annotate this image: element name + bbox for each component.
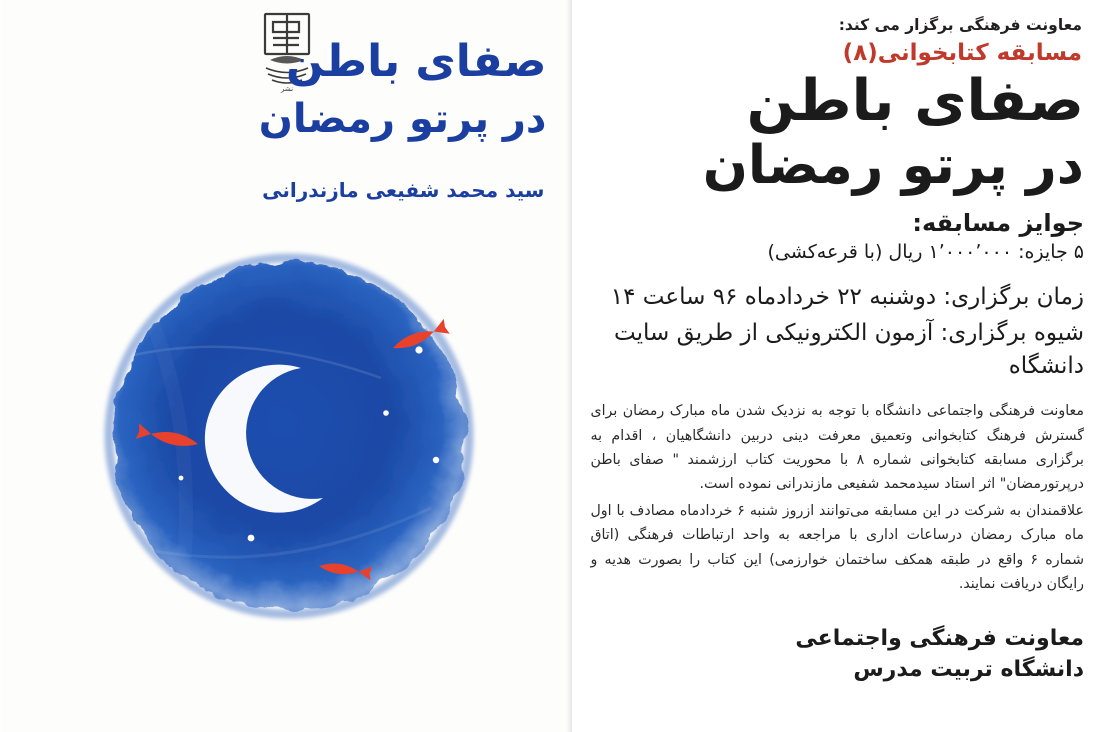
svg-text:نشر: نشر (280, 85, 293, 93)
contest-label: مسابقه کتابخوانی(۸) (842, 40, 1082, 66)
cover-title-line2: در پرتو رمضان (258, 95, 547, 142)
prizes-heading: جوایز مسابقه: (912, 209, 1084, 238)
cover-title (259, 36, 547, 143)
cover-author: سید محمد شفیعی مازندرانی (262, 178, 545, 202)
poster-footer (590, 623, 1084, 687)
poster-title-line1: صفای باطن (746, 68, 1084, 134)
event-method-line: شیوه برگزاری: آزمون الکترونیکی از طریق سایت دانشگاه (614, 319, 1084, 379)
poster-title-line2: در پرتو رمضان (702, 134, 1084, 196)
cover-artwork (1, 238, 572, 668)
footer-line-2: دانشگاه تربیت مدرس (853, 657, 1084, 683)
description-paragraph-1: معاونت فرهنگی واجتماعی دانشگاه با توجه به نزدیک شدن ماه مبارک رمضان برای گسترش فرهنگ کتابخوانی وتعمیق معرفت دینی دربین دانشگاهیان ، اقدام به برگزاری مسابقه کتابخوانی شماره ۸ با محوریت کتاب ارزشمند " صفای باطن درپرتورمضان" اثر استاد سیدمحمد شفیعی مازندرانی نموده است. (590, 403, 1084, 493)
organizer-intro: معاونت فرهنگی برگزار می کند: (838, 16, 1082, 34)
prizes-detail: ۵ جایزه: ۱٬۰۰۰٬۰۰۰ ریال (با قرعه‌کشی) (767, 241, 1084, 264)
cover-title-line1: صفای باطن (286, 36, 547, 87)
poster-text-panel (572, 0, 1108, 732)
description-paragraph-2: علاقمندان به شرکت در این مسابقه می‌توانند ازروز شنبه ۶ خردادماه مصادف با اول ماه مبارک رمضان درساعات اداری با مراجعه به واحد ارتباطات فرهنگی (اتاق شماره ۶ واقع در طبقه همکف ساختمان خوارزمی) این کتاب را بصورت هدیه و رایگان دریافت نمایند. (590, 502, 1084, 593)
description-body (590, 399, 1084, 596)
event-time-line: زمان برگزاری: دوشنبه ۲۲ خردادماه ۹۶ ساعت ۱۴ (610, 284, 1084, 311)
footer-line-1: معاونت فرهنگی واجتماعی (795, 625, 1084, 651)
